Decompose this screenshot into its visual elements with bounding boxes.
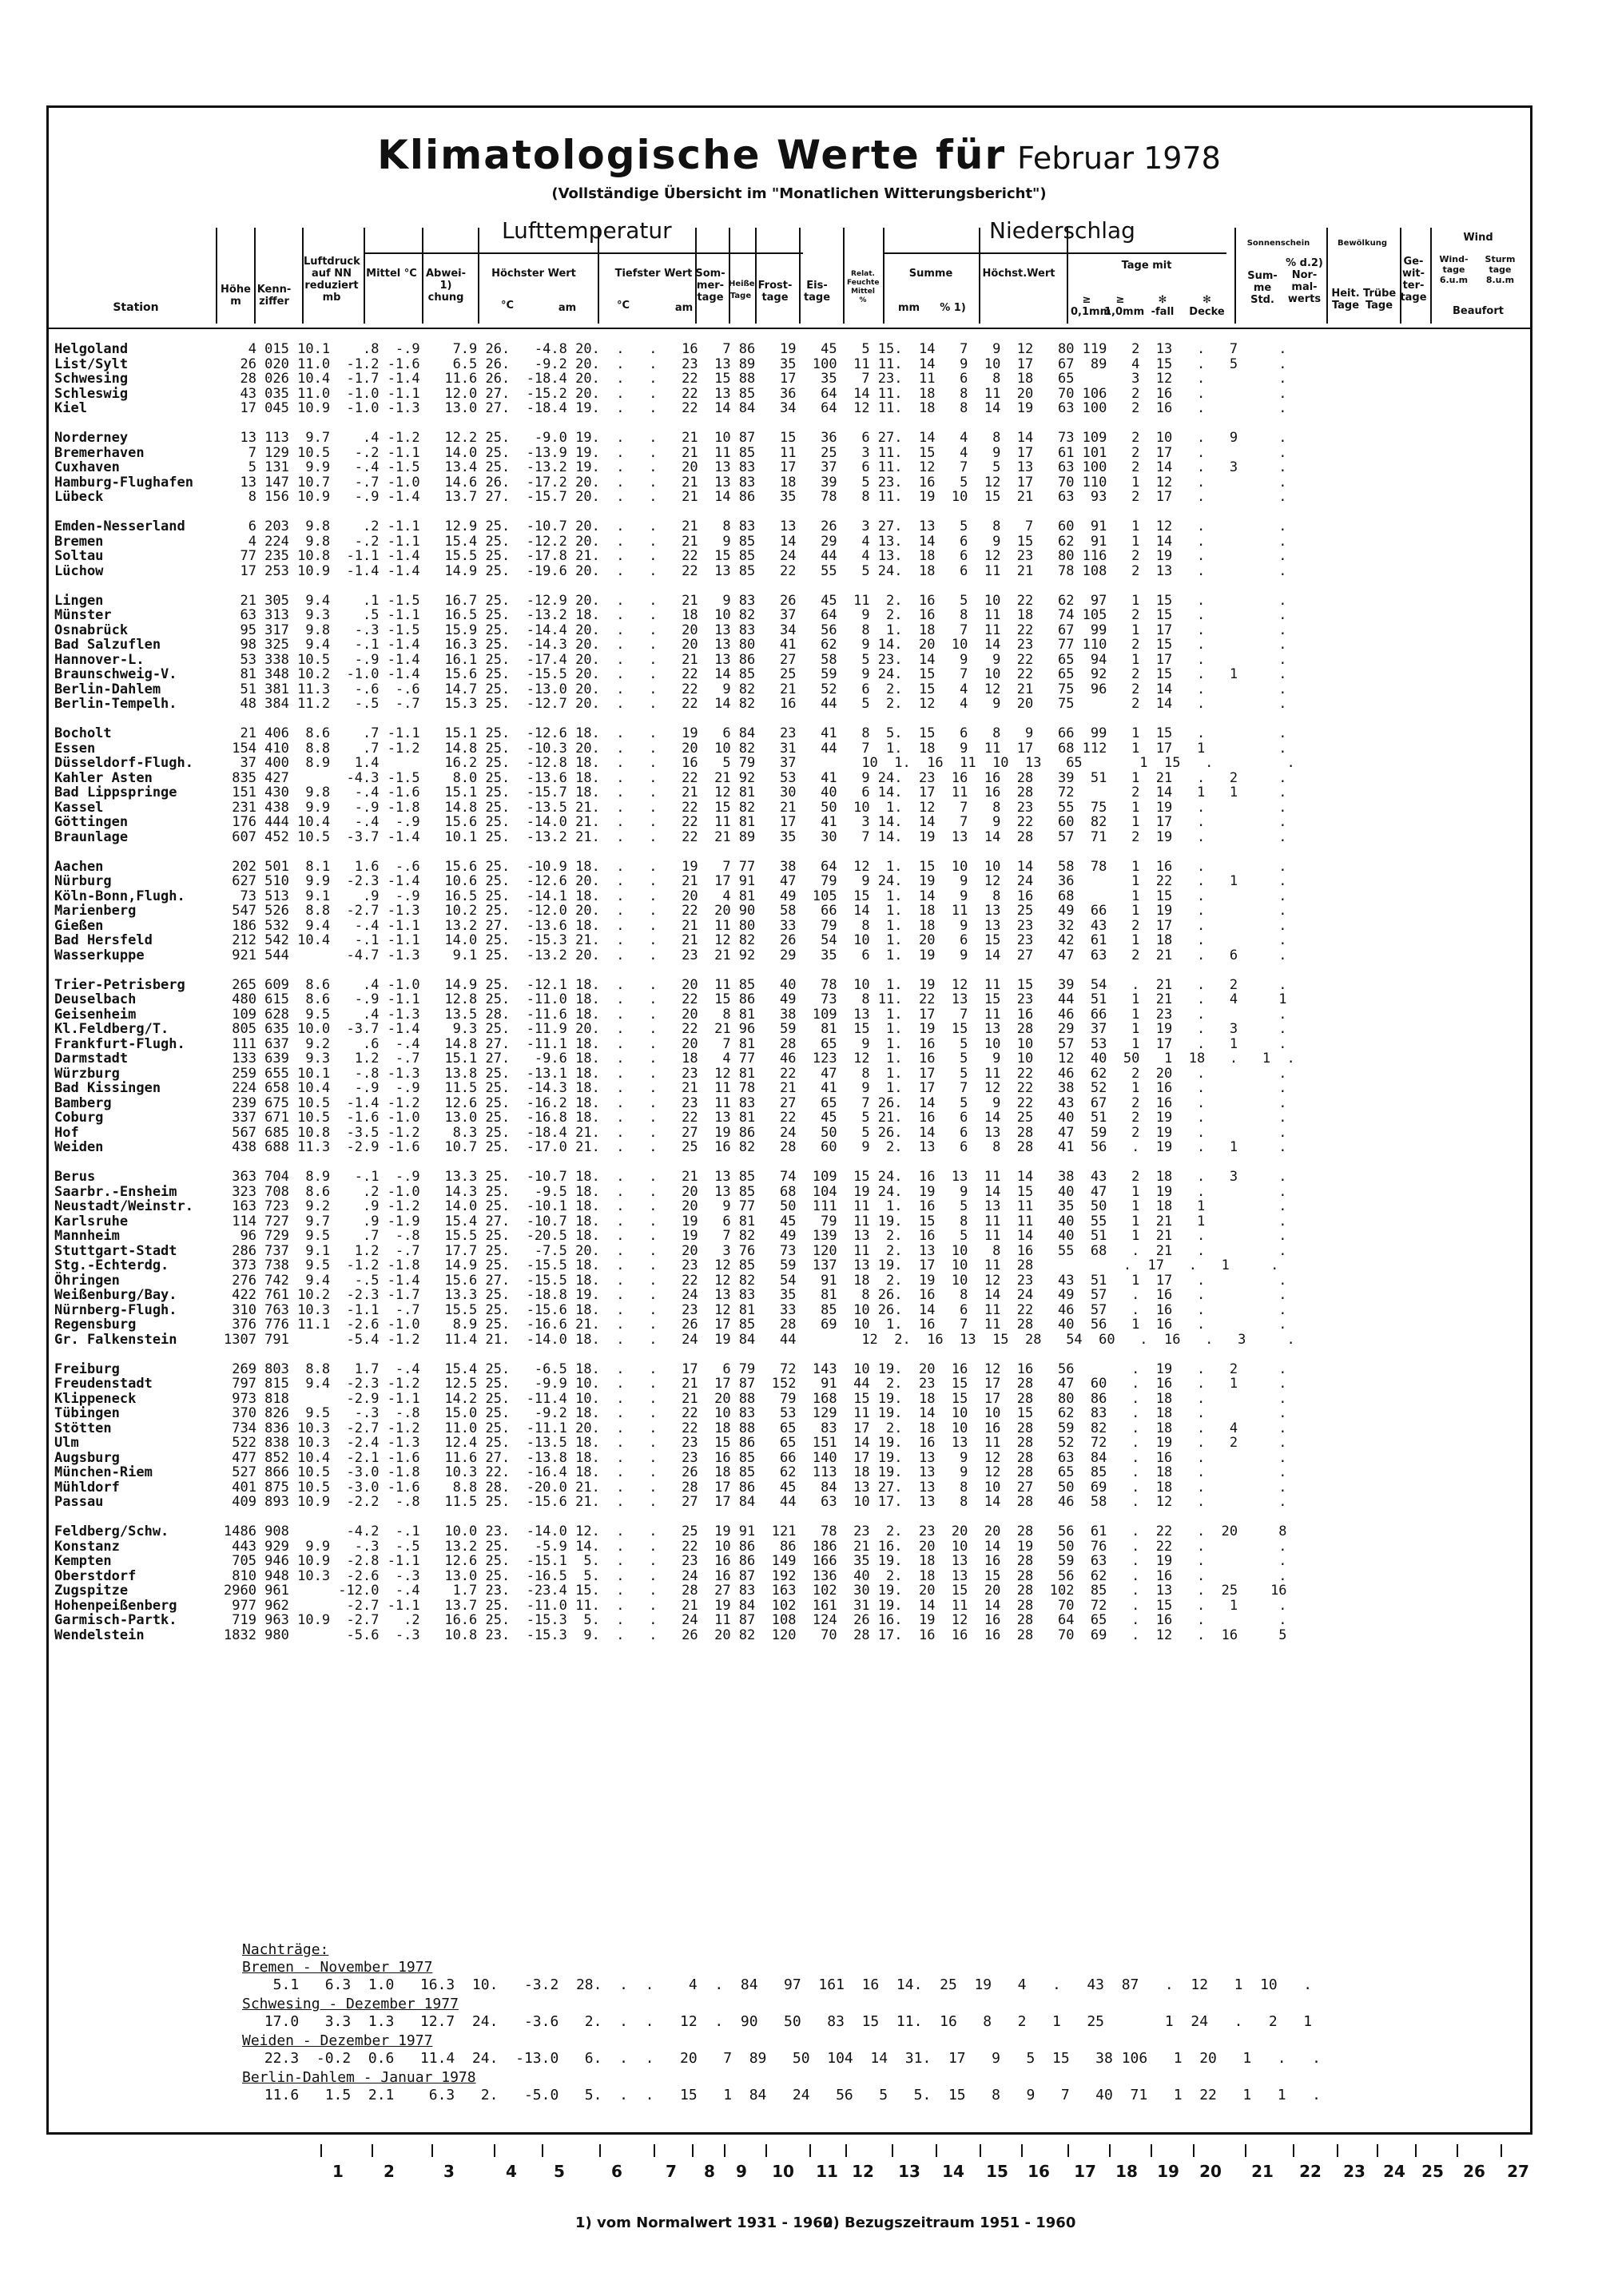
- column-number: 16: [1028, 2162, 1050, 2181]
- column-number: 22: [1299, 2162, 1322, 2181]
- station-row-values: 111 637 9.2 .6 -.4 14.8 27. -11.1 18. . . 20 7 81 28 65 9 1. 16 5 10 10 57 53 1 17 . 1 .: [224, 1035, 1287, 1052]
- column-number: 3: [443, 2162, 455, 2181]
- nachtrag-label: Weiden - Dezember 1977: [242, 2032, 433, 2049]
- station-name: Mannheim: [54, 1228, 120, 1244]
- column-number: 26: [1463, 2162, 1485, 2181]
- column-number: 19: [1157, 2162, 1179, 2181]
- station-name: Hof: [54, 1124, 79, 1141]
- column-number-tick: [320, 2144, 322, 2157]
- station-row-values: 7 129 10.5 -.2 -1.1 14.0 25. -13.9 19. . . 21 11 85 11 25 3 11. 15 4 9 17 61 101 2 17 . .: [224, 444, 1287, 461]
- column-number: 1: [332, 2162, 344, 2181]
- snowflake-icon: ✻: [1158, 294, 1167, 306]
- header-column-rule: [843, 228, 845, 324]
- col-header-ge10: ≥ 1,0mm: [1104, 294, 1145, 318]
- column-number-strip: [0, 2162, 1598, 2186]
- station-row-values: 1832 980 -5.6 -.3 10.8 23. -15.3 9. . . 26 20 82 120 70 28 17. 16 16 16 28 70 69 . 12 . 16 5: [224, 1627, 1287, 1643]
- col-header-tage-mit: Tage mit: [1121, 260, 1172, 272]
- station-row-values: 286 737 9.1 1.2 -.7 17.7 25. -7.5 20. . . 20 3 76 73 120 11 2. 13 10 8 16 55 68 . 21 . .: [224, 1242, 1287, 1259]
- nachtrag-label: Bremen - November 1977: [242, 1959, 433, 1976]
- nachtrag-label: Berlin-Dahlem - Januar 1978: [242, 2069, 476, 2086]
- station-name: Schwesing: [54, 371, 129, 387]
- station-row-values: 6 203 9.8 .2 -1.1 12.9 25. -10.7 20. . . 21 8 83 13 26 3 27. 13 5 8 7 60 91 1 12 . .: [224, 518, 1287, 534]
- station-name: Schleswig: [54, 385, 129, 402]
- station-name: Stuttgart-Stadt: [54, 1242, 177, 1259]
- station-row-values: 163 723 9.2 .9 -1.2 14.0 25. -10.1 18. . . 20 9 77 50 111 11 1. 16 5 13 11 35 50 1 18 1 .: [224, 1198, 1287, 1214]
- column-number-tick: [980, 2144, 981, 2157]
- station-name: Osnabrück: [54, 622, 129, 638]
- station-row-values: 8 156 10.9 -.9 -1.4 13.7 27. -15.7 20. . . 21 14 86 35 78 8 11. 19 10 15 21 63 93 2 17 . .: [224, 489, 1287, 505]
- col-header-truebe-tage: Trübe Tage: [1363, 288, 1397, 312]
- station-row-values: 95 317 9.8 -.3 -1.5 15.9 25. -14.4 20. . . 20 13 83 34 56 8 1. 18 7 11 22 67 99 1 17 . .: [224, 622, 1287, 638]
- station-row-values: 98 325 9.4 -.1 -1.4 16.3 25. -14.3 20. . . 20 13 80 41 62 9 14. 20 10 14 23 77 110 2 15 . .: [224, 637, 1287, 653]
- station-row-values: 422 761 10.2 -2.3 -1.7 13.3 25. -18.8 19. . . 24 13 83 35 81 8 26. 16 8 14 24 49 57 . 16 . .: [224, 1287, 1287, 1303]
- col-header-tiefster-wert: Tiefster Wert: [614, 268, 693, 280]
- station-name: Nürburg: [54, 873, 112, 889]
- station-name: Konstanz: [54, 1538, 120, 1555]
- nachtrag-label: Schwesing - Dezember 1977: [242, 1996, 459, 2012]
- column-number: 11: [816, 2162, 838, 2181]
- column-number: 5: [554, 2162, 565, 2181]
- col-header-hoehe: Höhe m: [221, 284, 251, 308]
- station-name: Deuselbach: [54, 991, 137, 1007]
- station-name: Bad Lippspringe: [54, 785, 177, 800]
- luft-group-rule: [364, 252, 803, 254]
- col-header-windtage: Wind- tage 6.u.m: [1439, 254, 1469, 285]
- station-name: Gießen: [54, 917, 104, 934]
- station-row-values: 705 946 10.9 -2.8 -1.1 12.6 25. -15.1 5. . . 23 16 86 149 166 35 19. 18 13 16 28 59 63 . 19 . .: [224, 1553, 1287, 1569]
- station-name: Karlsruhe: [54, 1213, 129, 1229]
- column-number-tick: [1293, 2144, 1294, 2157]
- station-row-values: 627 510 9.9 -2.3 -1.4 10.6 25. -12.6 20. . . 21 17 91 47 79 9 24. 19 9 12 24 36 1 22 . 1 .: [224, 873, 1287, 889]
- station-name: Essen: [54, 740, 96, 757]
- nachtrag-values: 5.1 6.3 1.0 16.3 10. -3.2 28. . . 4 . 84 97 161 16 14. 25 19 4 . 43 87 . 12 1 10 .: [256, 1976, 1313, 1993]
- station-row-values: 443 929 9.9 -.3 -.5 13.2 25. -5.9 14. . . 22 10 86 86 186 21 16. 20 10 14 19 50 76 . 22 . .: [224, 1538, 1287, 1555]
- station-name: Lingen: [54, 592, 104, 609]
- column-number-tick: [692, 2144, 694, 2157]
- col-header-fall-label: -fall: [1151, 306, 1175, 318]
- station-row-values: 239 675 10.5 -1.4 -1.2 12.6 25. -16.2 18. . . 23 11 83 27 65 7 26. 14 5 9 22 43 67 2 16 . .: [224, 1094, 1287, 1111]
- station-row-values: 376 776 11.1 -2.6 -1.0 8.9 25. -16.6 21. . . 26 17 85 28 69 10 1. 16 7 11 28 40 56 1 16 . .: [224, 1317, 1287, 1333]
- station-name: Darmstadt: [54, 1051, 129, 1067]
- station-name: Braunlage: [54, 828, 129, 845]
- station-row-values: 1307 791 -5.4 -1.2 11.4 21. -14.0 18. . . 24 19 84 44 12 2. 16 13 15 28 54 60 . 16 . 3 .: [224, 1331, 1295, 1348]
- station-row-values: 28 026 10.4 -1.7 -1.4 11.6 26. -18.4 20. . . 22 15 88 17 35 7 23. 11 6 8 18 65 3 12 . .: [224, 371, 1287, 387]
- station-name: Mühldorf: [54, 1479, 120, 1496]
- station-name: Ulm: [54, 1435, 79, 1451]
- station-row-values: 4 224 9.8 -.2 -1.1 15.4 25. -12.2 20. . . 21 9 85 14 29 4 13. 14 6 9 15 62 91 1 14 . .: [224, 533, 1287, 550]
- column-number-tick: [599, 2144, 601, 2157]
- col-header-frosttage: Frost- tage: [757, 280, 793, 304]
- col-header-luftdruck: Luftdruck auf NN reduziert mb: [304, 256, 360, 304]
- column-number: 9: [736, 2162, 747, 2181]
- column-number: 8: [704, 2162, 715, 2181]
- column-number-tick: [1021, 2144, 1023, 2157]
- station-name: Weißenburg/Bay.: [54, 1287, 177, 1303]
- header-bottom-rule: [46, 328, 1532, 329]
- column-number-tick: [809, 2144, 811, 2157]
- station-row-values: 26 020 11.0 -1.2 -1.6 6.5 26. -9.2 20. . . 23 13 89 35 100 11 11. 14 9 10 17 67 89 4 15 . 5 .: [224, 356, 1287, 372]
- column-number: 25: [1421, 2162, 1444, 2181]
- col-header-heitere-tage: Heit. Tage: [1331, 288, 1360, 312]
- station-row-values: 13 147 10.7 -.7 -1.0 14.6 26. -17.2 20. . . 21 13 83 18 39 5 23. 16 5 12 17 70 110 1 12 . .: [224, 474, 1287, 491]
- station-row-values: 43 035 11.0 -1.0 -1.1 12.0 27. -15.2 20. . . 22 13 85 36 64 14 11. 18 8 11 20 70 106 2 16 . .: [224, 385, 1287, 402]
- station-row-values: 224 658 10.4 -.9 -.9 11.5 25. -14.3 18. . . 21 11 78 21 41 9 1. 17 7 12 22 38 52 1 16 . .: [224, 1080, 1287, 1096]
- col-header-feuchte: Relat. Feuchte Mittel %: [847, 270, 880, 304]
- station-row-values: 480 615 8.6 -.9 -1.1 12.8 25. -11.0 18. . . 22 15 86 49 73 8 11. 22 13 15 23 44 51 1 21 . 4 1: [224, 991, 1287, 1007]
- col-header-summe: Summe: [908, 268, 953, 280]
- station-name: List/Sylt: [54, 356, 129, 372]
- station-row-values: 835 427 -4.3 -1.5 8.0 25. -13.6 18. . . 22 21 92 53 41 9 24. 23 16 16 28 39 51 1 21 . 2 .: [224, 769, 1287, 786]
- col-header-mm: mm: [897, 302, 920, 314]
- station-row-values: 37 400 8.9 1.4 16.2 25. -12.8 18. . . 16 5 79 37 10 1. 16 11 10 13 65 1 15 . .: [224, 755, 1295, 771]
- station-name: Kiel: [54, 400, 87, 416]
- station-name: Freudenstadt: [54, 1376, 153, 1392]
- station-row-values: 401 875 10.5 -3.0 -1.6 8.8 28. -20.0 21. . . 28 17 86 45 84 13 27. 13 8 10 27 50 69 . 18 . .: [224, 1479, 1287, 1496]
- station-row-values: 1486 908 -4.2 -.1 10.0 23. -14.0 12. . . 25 19 91 121 78 23 2. 23 20 20 28 56 61 . 22 . 20 8: [224, 1523, 1287, 1539]
- column-number-tick: [1501, 2144, 1502, 2157]
- header-column-rule: [755, 228, 757, 324]
- col-header-eistage: Eis- tage: [803, 280, 831, 304]
- station-name: Düsseldorf-Flugh.: [54, 755, 193, 771]
- station-row-values: 154 410 8.8 .7 -1.2 14.8 25. -10.3 20. . . 20 10 82 31 44 7 1. 18 9 11 17 68 112 1 17 1 .: [224, 740, 1287, 757]
- station-row-values: 231 438 9.9 -.9 -1.8 14.8 25. -13.5 21. . . 22 15 82 21 50 10 1. 12 7 8 23 55 75 1 19 . .: [224, 799, 1287, 816]
- station-row-values: 133 639 9.3 1.2 -.7 15.1 27. -9.6 18. . . 18 4 77 46 123 12 1. 16 5 9 10 12 40 50 1 18 . 1 .: [224, 1051, 1295, 1067]
- station-row-values: 202 501 8.1 1.6 -.6 15.6 25. -10.9 18. . . 19 7 77 38 64 12 1. 15 10 10 14 58 78 1 16 . .: [224, 858, 1287, 875]
- station-name: Trier-Petrisberg: [54, 976, 185, 993]
- station-name: Wendelstein: [54, 1627, 145, 1643]
- station-name: Neustadt/Weinstr.: [54, 1198, 193, 1214]
- station-row-values: 77 235 10.8 -1.1 -1.4 15.5 25. -17.8 21. . . 22 15 85 24 44 4 13. 18 6 12 23 80 116 2 19 . .: [224, 548, 1287, 564]
- station-row-values: 370 826 9.5 -.3 -.8 15.0 25. -9.2 18. . . 22 10 83 53 129 11 19. 14 10 10 15 62 83 . 18 . .: [224, 1405, 1287, 1421]
- column-number: 10: [772, 2162, 794, 2181]
- station-row-values: 114 727 9.7 .9 -1.9 15.4 27. -10.7 18. . . 19 6 81 45 79 11 19. 15 8 11 11 40 55 1 21 1 .: [224, 1213, 1287, 1229]
- station-name: Bad Salzuflen: [54, 637, 161, 653]
- column-number: 6: [611, 2162, 622, 2181]
- station-name: Bamberg: [54, 1094, 112, 1111]
- col-header-sommertage: Som- mer- tage: [695, 268, 725, 304]
- col-header-sonnenschein: Sonnenschein: [1246, 239, 1310, 248]
- station-name: Emden-Nesserland: [54, 518, 185, 534]
- column-number-tick: [1377, 2144, 1378, 2157]
- station-row-values: 522 838 10.3 -2.4 -1.3 12.4 25. -13.5 18. . . 23 15 86 65 151 14 19. 16 13 11 28 52 72 . 19 . 2 .: [224, 1435, 1287, 1451]
- station-row-values: 719 963 10.9 -2.7 .2 16.6 25. -15.3 5. . . 24 11 87 108 124 26 16. 19 12 16 28 64 65 . 16 . .: [224, 1612, 1287, 1628]
- column-number-tick: [1067, 2144, 1069, 2157]
- station-row-values: 259 655 10.1 -.8 -1.3 13.8 25. -13.1 18. . . 23 12 81 22 47 8 1. 17 5 11 22 46 62 2 20 . .: [224, 1065, 1287, 1082]
- station-name: Norderney: [54, 430, 129, 446]
- nachtrag-values: 11.6 1.5 2.1 6.3 2. -5.0 5. . . 15 1 84 24 56 5 5. 15 8 9 7 40 71 1 22 1 1 .: [256, 2087, 1321, 2103]
- station-row-values: 269 803 8.8 1.7 -.4 15.4 25. -6.5 18. . . 17 6 79 72 143 10 19. 20 16 12 16 56 . 19 . 2 .: [224, 1361, 1287, 1377]
- station-name: Nürnberg-Flugh.: [54, 1301, 177, 1318]
- col-header-mittel: Mittel °C: [366, 268, 417, 280]
- col-header-decke-label: Decke: [1189, 306, 1225, 318]
- station-row-values: 5 131 9.9 -.4 -1.5 13.4 25. -13.2 19. . . 20 13 83 17 37 6 11. 12 7 5 13 63 100 2 14 . 3 .: [224, 459, 1287, 475]
- header-column-rule: [883, 228, 884, 324]
- station-name: Hamburg-Flughafen: [54, 474, 193, 491]
- col-header-schneedecke: [1189, 294, 1225, 318]
- station-row-values: 51 381 11.3 -.6 -.6 14.7 25. -13.0 20. . . 22 9 82 21 52 6 2. 15 4 12 21 75 96 2 14 . .: [224, 681, 1287, 697]
- station-row-values: 176 444 10.4 -.4 -.9 15.6 25. -14.0 21. . . 22 11 81 17 41 3 14. 14 7 9 22 60 82 1 17 . .: [224, 814, 1287, 830]
- station-name: Bremen: [54, 533, 104, 550]
- header-column-rule: [799, 228, 801, 324]
- station-name: Kassel: [54, 799, 104, 816]
- station-row-values: 2960 961 -12.0 -.4 1.7 23. -23.4 15. . . 28 27 83 163 102 30 19. 20 15 20 28 102 85 . 13 . 25 16: [224, 1583, 1287, 1599]
- column-number: 21: [1251, 2162, 1274, 2181]
- station-row-values: 477 852 10.4 -2.1 -1.6 11.6 27. -13.8 18. . . 23 16 85 66 140 17 19. 13 9 12 28 63 84 . 16 . .: [224, 1449, 1287, 1466]
- col-header-schneefall: [1143, 294, 1183, 318]
- station-name: München-Riem: [54, 1464, 153, 1480]
- column-number: 14: [942, 2162, 964, 2181]
- station-name: Berlin-Dahlem: [54, 681, 161, 697]
- col-header-ge01: ≥ 0,1mm: [1071, 294, 1111, 318]
- station-name: Würzburg: [54, 1065, 120, 1082]
- nachtrag-values: 17.0 3.3 1.3 12.7 24. -3.6 2. . . 12 . 90 50 83 15 11. 16 8 2 1 25 1 24 . 2 1: [256, 2013, 1313, 2030]
- station-row-values: 607 452 10.5 -3.7 -1.4 10.1 25. -13.2 21. . . 22 21 89 35 30 7 14. 19 13 14 28 57 71 2 19 . .: [224, 828, 1287, 845]
- station-row-values: 547 526 8.8 -2.7 -1.3 10.2 25. -12.0 20. . . 22 20 90 58 66 14 1. 18 11 13 25 49 66 1 19 . .: [224, 903, 1287, 919]
- station-row-values: 921 544 -4.7 -1.3 9.1 25. -13.2 20. . . 23 21 92 29 35 6 1. 19 9 14 27 47 63 2 21 . 6 .: [224, 947, 1287, 963]
- col-header-hoechstwert: Höchst.Wert: [982, 268, 1055, 280]
- station-row-values: 21 406 8.6 .7 -1.1 15.1 25. -12.6 18. . . 19 6 84 23 41 8 5. 15 6 8 9 66 99 1 15 . .: [224, 725, 1287, 741]
- station-name: Köln-Bonn,Flugh.: [54, 888, 185, 904]
- col-header-tiefst-grad: °C: [616, 300, 630, 312]
- station-row-values: 212 542 10.4 -.1 -1.1 14.0 25. -15.3 21. . . 21 12 82 26 54 10 1. 20 6 15 23 42 61 1 18 . .: [224, 932, 1287, 948]
- column-number: 24: [1383, 2162, 1405, 2181]
- column-number: 27: [1507, 2162, 1529, 2181]
- station-name: Saarbr.-Ensheim: [54, 1183, 177, 1200]
- col-header-pct: % 1): [940, 302, 966, 314]
- column-number-tick: [1245, 2144, 1246, 2157]
- column-number-tick: [654, 2144, 655, 2157]
- station-name: Cuxhaven: [54, 459, 120, 475]
- column-number: 4: [506, 2162, 517, 2181]
- station-row-values: 797 815 9.4 -2.3 -1.2 12.5 25. -9.9 10. . . 21 17 87 152 91 44 2. 23 15 17 28 47 60 . 16 . 1 .: [224, 1376, 1287, 1392]
- station-row-values: 63 313 9.3 .5 -1.1 16.5 25. -13.2 18. . . 18 10 82 37 64 9 2. 16 8 11 18 74 105 2 15 . .: [224, 607, 1287, 623]
- col-header-hoechst-grad: °C: [500, 300, 515, 312]
- column-number-tick: [1193, 2144, 1195, 2157]
- station-row-values: 810 948 10.3 -2.6 -.3 13.0 25. -16.5 5. . . 24 16 87 192 136 40 2. 18 13 15 28 56 62 . 16 . .: [224, 1567, 1287, 1584]
- column-number-tick: [431, 2144, 433, 2157]
- station-name: Münster: [54, 607, 112, 623]
- column-number-tick: [1415, 2144, 1417, 2157]
- header-column-rule: [216, 228, 217, 324]
- station-name: Feldberg/Schw.: [54, 1523, 169, 1539]
- station-name: Öhringen: [54, 1272, 120, 1289]
- station-row-values: 81 348 10.2 -1.0 -1.4 15.6 25. -15.5 20. . . 22 14 85 25 59 9 24. 15 7 10 22 65 92 2 15 . 1 .: [224, 666, 1287, 682]
- header-column-rule: [254, 228, 256, 324]
- column-number-tick: [936, 2144, 937, 2157]
- station-row-values: 109 628 9.5 .4 -1.3 13.5 28. -11.6 18. . . 20 8 81 38 109 13 1. 17 7 11 16 46 66 1 23 . .: [224, 1006, 1287, 1023]
- title-main: Klimatologische Werte für: [377, 132, 1007, 178]
- station-row-values: 310 763 10.3 -1.1 -.7 15.5 25. -15.6 18. . . 23 12 81 33 85 10 26. 14 6 11 22 46 57 . 16 . .: [224, 1301, 1287, 1318]
- column-number: 18: [1115, 2162, 1138, 2181]
- column-number-tick: [1457, 2144, 1458, 2157]
- nieder-group-rule: [883, 252, 1226, 254]
- station-row-values: 17 045 10.9 -1.0 -1.3 13.0 27. -18.4 19. . . 22 14 84 34 64 12 11. 18 8 14 19 63 100 2 16 . .: [224, 400, 1287, 416]
- col-header-sonne-normal: % d.2) Nor- mal- werts: [1286, 257, 1323, 305]
- station-name: Bocholt: [54, 725, 112, 741]
- station-name: Bad Hersfeld: [54, 932, 153, 948]
- station-row-values: 151 430 9.8 -.4 -1.6 15.1 25. -15.7 18. . . 21 12 81 30 40 6 14. 17 11 16 28 72 2 14 1 1 .: [224, 785, 1287, 800]
- station-name: Göttingen: [54, 814, 129, 830]
- header-column-rule: [1067, 228, 1068, 324]
- station-name: Soltau: [54, 548, 104, 564]
- column-number: 12: [852, 2162, 874, 2181]
- footnote-2: 2) Bezugszeitraum 1951 - 1960: [823, 2215, 1076, 2231]
- column-number-tick: [892, 2144, 893, 2157]
- station-row-values: 186 532 9.4 -.4 -1.1 13.2 27. -13.6 18. . . 21 11 80 33 79 8 1. 18 9 13 23 32 43 2 17 . .: [224, 917, 1287, 934]
- station-row-values: 265 609 8.6 .4 -1.0 14.9 25. -12.1 18. . . 20 11 85 40 78 10 1. 19 12 11 15 39 54 . 21 . 2 .: [224, 976, 1287, 993]
- col-header-bewoelkung: Bewölkung: [1338, 239, 1387, 248]
- column-number-tick: [724, 2144, 725, 2157]
- station-row-values: 73 513 9.1 .9 -.9 16.5 25. -14.1 18. . . 20 4 81 49 105 15 1. 14 9 8 16 68 1 15 . .: [224, 888, 1287, 904]
- station-row-values: 438 688 11.3 -2.9 -1.6 10.7 25. -17.0 21. . . 25 16 82 28 60 9 2. 13 6 8 28 41 56 . 19 . 1 .: [224, 1139, 1287, 1155]
- column-number: 20: [1199, 2162, 1222, 2181]
- station-name: Geisenheim: [54, 1006, 137, 1023]
- station-name: Kl.Feldberg/T.: [54, 1021, 169, 1037]
- station-row-values: 373 738 9.5 -1.2 -1.8 14.9 25. -15.5 18. . . 23 12 85 59 137 13 19. 17 10 11 28 . 17 . 1 .: [224, 1257, 1279, 1273]
- header-column-rule: [729, 228, 730, 324]
- station-name: Aachen: [54, 858, 104, 875]
- station-name: Braunschweig-V.: [54, 666, 177, 682]
- station-name: Garmisch-Partk.: [54, 1612, 177, 1628]
- station-name: Hohenpeißenberg: [54, 1597, 177, 1614]
- snowflake-icon: ✻: [1202, 294, 1211, 306]
- column-number: 2: [384, 2162, 395, 2181]
- station-name: Gr. Falkenstein: [54, 1331, 177, 1348]
- column-number-tick: [542, 2144, 543, 2157]
- station-row-values: 734 836 10.3 -2.7 -1.2 11.0 25. -11.1 20. . . 22 18 88 65 83 17 2. 18 10 16 28 59 82 . 18 . 4 .: [224, 1420, 1287, 1436]
- station-row-values: 973 818 -2.9 -1.1 14.2 25. -11.4 10. . . 21 20 88 79 168 15 19. 18 15 17 28 80 86 . 18 . .: [224, 1390, 1287, 1407]
- station-name: Wasserkuppe: [54, 947, 145, 963]
- column-number-tick: [1151, 2144, 1152, 2157]
- station-name: Lüchow: [54, 562, 104, 579]
- column-number: 23: [1343, 2162, 1365, 2181]
- group-header-lufttemperatur: Lufttemperatur: [502, 217, 672, 244]
- col-header-hoechster-wert: Höchster Wert: [491, 268, 576, 280]
- col-header-tiefst-am: am: [674, 302, 694, 314]
- station-row-values: 527 866 10.5 -3.0 -1.8 10.3 22. -16.4 18. . . 26 18 85 62 113 18 19. 13 9 12 28 65 85 . 18 . .: [224, 1464, 1287, 1480]
- station-row-values: 409 893 10.9 -2.2 -.8 11.5 25. -15.6 21. . . 27 17 84 44 63 10 17. 13 8 14 28 46 58 . 12 . .: [224, 1494, 1287, 1510]
- title-month: Februar 1978: [1017, 141, 1221, 176]
- station-name: Zugspitze: [54, 1583, 129, 1599]
- station-row-values: 337 671 10.5 -1.6 -1.0 13.0 25. -16.8 18. . . 22 13 81 22 45 5 21. 16 6 14 25 40 51 2 19 . .: [224, 1110, 1287, 1126]
- station-name: Frankfurt-Flugh.: [54, 1035, 185, 1052]
- col-header-gewittertage: Ge- wit- ter- tage: [1400, 256, 1427, 304]
- station-name: Bremerhaven: [54, 444, 145, 461]
- station-name: Freiburg: [54, 1361, 120, 1377]
- station-row-values: 805 635 10.0 -3.7 -1.4 9.3 25. -11.9 20. . . 22 21 96 59 81 15 1. 19 15 13 28 29 37 1 19 . 3 .: [224, 1021, 1287, 1037]
- station-row-values: 977 962 -2.7 -1.1 13.7 25. -11.0 11. . . 21 19 84 102 161 31 19. 14 11 14 28 70 72 . 15 . 1 .: [224, 1597, 1287, 1614]
- station-row-values: 13 113 9.7 .4 -1.2 12.2 25. -9.0 19. . . 21 10 87 15 36 6 27. 14 4 8 14 73 109 2 10 . 9 .: [224, 430, 1287, 446]
- col-header-heisse-tage: Heiße Tage: [729, 280, 755, 300]
- station-name: Marienberg: [54, 903, 137, 919]
- nachtrag-values: 22.3 -0.2 0.6 11.4 24. -13.0 6. . . 20 7 89 50 104 14 31. 17 9 5 15 38 106 1 20 1 . .: [256, 2050, 1321, 2067]
- col-header-beaufort: Beaufort: [1453, 305, 1504, 317]
- station-row-values: 363 704 8.9 -.1 -.9 13.3 25. -10.7 18. . . 21 13 85 74 109 15 24. 16 13 11 14 38 43 2 18 . 3 .: [224, 1169, 1287, 1185]
- column-number: 7: [666, 2162, 677, 2181]
- station-row-values: 323 708 8.6 .2 -1.0 14.3 25. -9.5 18. . . 20 13 85 68 104 19 24. 19 9 14 15 40 47 1 19 . .: [224, 1183, 1287, 1200]
- station-name: Augsburg: [54, 1449, 120, 1466]
- station-name: Klippeneck: [54, 1390, 137, 1407]
- column-number-tick: [845, 2144, 847, 2157]
- station-name: Regensburg: [54, 1317, 137, 1333]
- station-name: Berus: [54, 1169, 96, 1185]
- station-name: Tübingen: [54, 1405, 120, 1421]
- station-row-values: 567 685 10.8 -3.5 -1.2 8.3 25. -18.4 21. . . 27 19 86 24 50 5 26. 14 6 13 28 47 59 2 19 . .: [224, 1124, 1287, 1141]
- page-title: [0, 132, 1598, 178]
- header-column-rule: [1234, 228, 1236, 324]
- col-header-sonne-summe: Sum- me Std.: [1247, 270, 1278, 306]
- column-number-tick: [765, 2144, 767, 2157]
- station-name: Coburg: [54, 1110, 104, 1126]
- station-name: Passau: [54, 1494, 104, 1510]
- column-number-tick: [372, 2144, 373, 2157]
- station-name: Stg.-Echterdg.: [54, 1257, 169, 1273]
- column-number-tick: [494, 2144, 495, 2157]
- col-header-kenn: Kenn- ziffer: [256, 284, 292, 308]
- station-name: Berlin-Tempelh.: [54, 696, 177, 712]
- station-name: Stötten: [54, 1420, 112, 1436]
- group-header-niederschlag: Niederschlag: [989, 217, 1135, 244]
- col-header-sturmtage: Sturm tage 8.u.m: [1485, 254, 1516, 285]
- col-header-hoechst-am: am: [558, 302, 577, 314]
- column-number: 15: [986, 2162, 1008, 2181]
- col-header-station: Station: [113, 301, 159, 314]
- station-row-values: 96 729 9.5 .7 -.8 15.5 25. -20.5 18. . . 19 7 82 49 139 13 2. 16 5 11 14 40 51 1 21 . .: [224, 1228, 1287, 1244]
- column-number-tick: [1109, 2144, 1111, 2157]
- station-name: Lübeck: [54, 489, 104, 505]
- station-row-values: 48 384 11.2 -.5 -.7 15.3 25. -12.7 20. . . 22 14 82 16 44 5 2. 12 4 9 20 75 2 14 . .: [224, 696, 1287, 712]
- station-name: Oberstdorf: [54, 1567, 137, 1584]
- station-name: Helgoland: [54, 341, 129, 357]
- station-row-values: 17 253 10.9 -1.4 -1.4 14.9 25. -19.6 20. . . 22 13 85 22 55 5 24. 18 6 11 21 78 108 2 13 . .: [224, 562, 1287, 579]
- station-row-values: 4 015 10.1 .8 -.9 7.9 26. -4.8 20. . . 16 7 86 19 45 5 15. 14 7 9 12 80 119 2 13 . 7 .: [224, 341, 1287, 357]
- station-row-values: 21 305 9.4 .1 -1.5 16.7 25. -12.9 20. . . 21 9 83 26 45 11 2. 16 5 10 22 62 97 1 15 . .: [224, 592, 1287, 609]
- station-name: Kahler Asten: [54, 769, 153, 786]
- column-number: 13: [898, 2162, 920, 2181]
- col-header-wind: Wind: [1463, 232, 1493, 244]
- station-row-values: 276 742 9.4 -.5 -1.4 15.6 27. -15.5 18. . . 22 12 82 54 91 18 2. 19 10 12 23 43 51 1 17 . .: [224, 1272, 1287, 1289]
- footnote-1: 1) vom Normalwert 1931 - 1960: [575, 2215, 833, 2231]
- station-name: Hannover-L.: [54, 651, 145, 668]
- station-name: Weiden: [54, 1139, 104, 1155]
- station-name: Kempten: [54, 1553, 112, 1569]
- column-number: 17: [1074, 2162, 1096, 2181]
- column-number-tick: [1337, 2144, 1338, 2157]
- col-header-abweichung: Abwei- 1) chung: [425, 268, 467, 304]
- station-row-values: 53 338 10.5 -.9 -1.4 16.1 25. -17.4 20. . . 21 13 86 27 58 5 23. 14 9 9 22 65 94 1 17 . .: [224, 651, 1287, 668]
- station-name: Bad Kissingen: [54, 1080, 161, 1096]
- nachtraege-heading: Nachträge:: [242, 1941, 329, 1958]
- page-subtitle: (Vollständige Übersicht im "Monatlichen Witterungsbericht"): [551, 185, 1047, 202]
